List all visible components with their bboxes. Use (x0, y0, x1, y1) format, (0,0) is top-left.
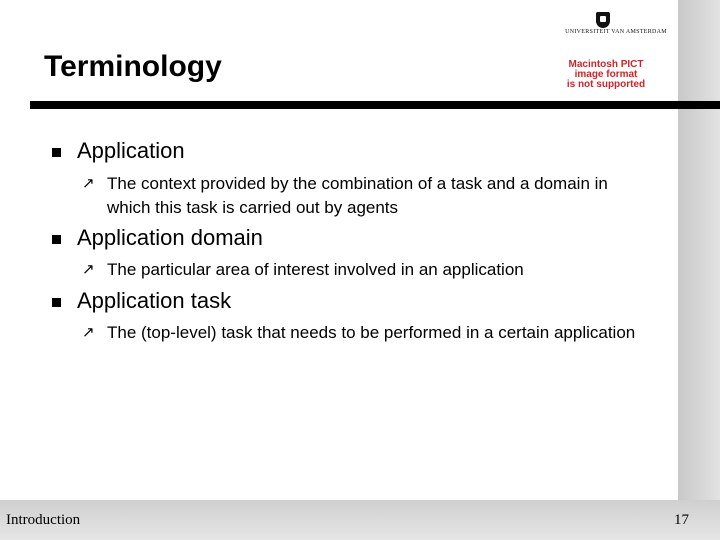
arrow-bullet-icon: ↗ (82, 324, 95, 341)
footer-section-label: Introduction (6, 512, 81, 528)
page-number: 17 (674, 512, 689, 528)
placeholder-line: image format (574, 69, 638, 80)
sub-bullet-text: The (top-level) task that needs to be performed in a certain application (107, 323, 636, 342)
sub-bullet-text: The context provided by the combination of a task and a domain in which this task is carried out by agents (107, 174, 608, 217)
bullet-heading: Application domain (77, 225, 263, 250)
arrow-bullet-icon: ↗ (82, 261, 95, 278)
right-shadow-band (678, 0, 720, 540)
sub-bullet-text: The particular area of interest involved in an application (107, 260, 524, 279)
square-bullet-icon (52, 298, 61, 307)
placeholder-line: is not supported (566, 79, 646, 90)
logo-text: UNIVERSITEIT VAN AMSTERDAM (565, 29, 667, 35)
unsupported-image-placeholder (560, 60, 652, 90)
bottom-shadow-band (0, 500, 720, 540)
bullet-heading: Application task (77, 288, 232, 313)
bullet-heading: Application (77, 138, 185, 163)
placeholder-line: Macintosh PICT (568, 59, 644, 70)
square-bullet-icon (52, 148, 61, 157)
slide-title: Terminology (44, 50, 222, 83)
square-bullet-icon (52, 235, 61, 244)
title-divider (30, 101, 720, 109)
crest-icon (596, 12, 610, 28)
university-logo (560, 12, 672, 38)
arrow-bullet-icon: ↗ (82, 175, 95, 192)
